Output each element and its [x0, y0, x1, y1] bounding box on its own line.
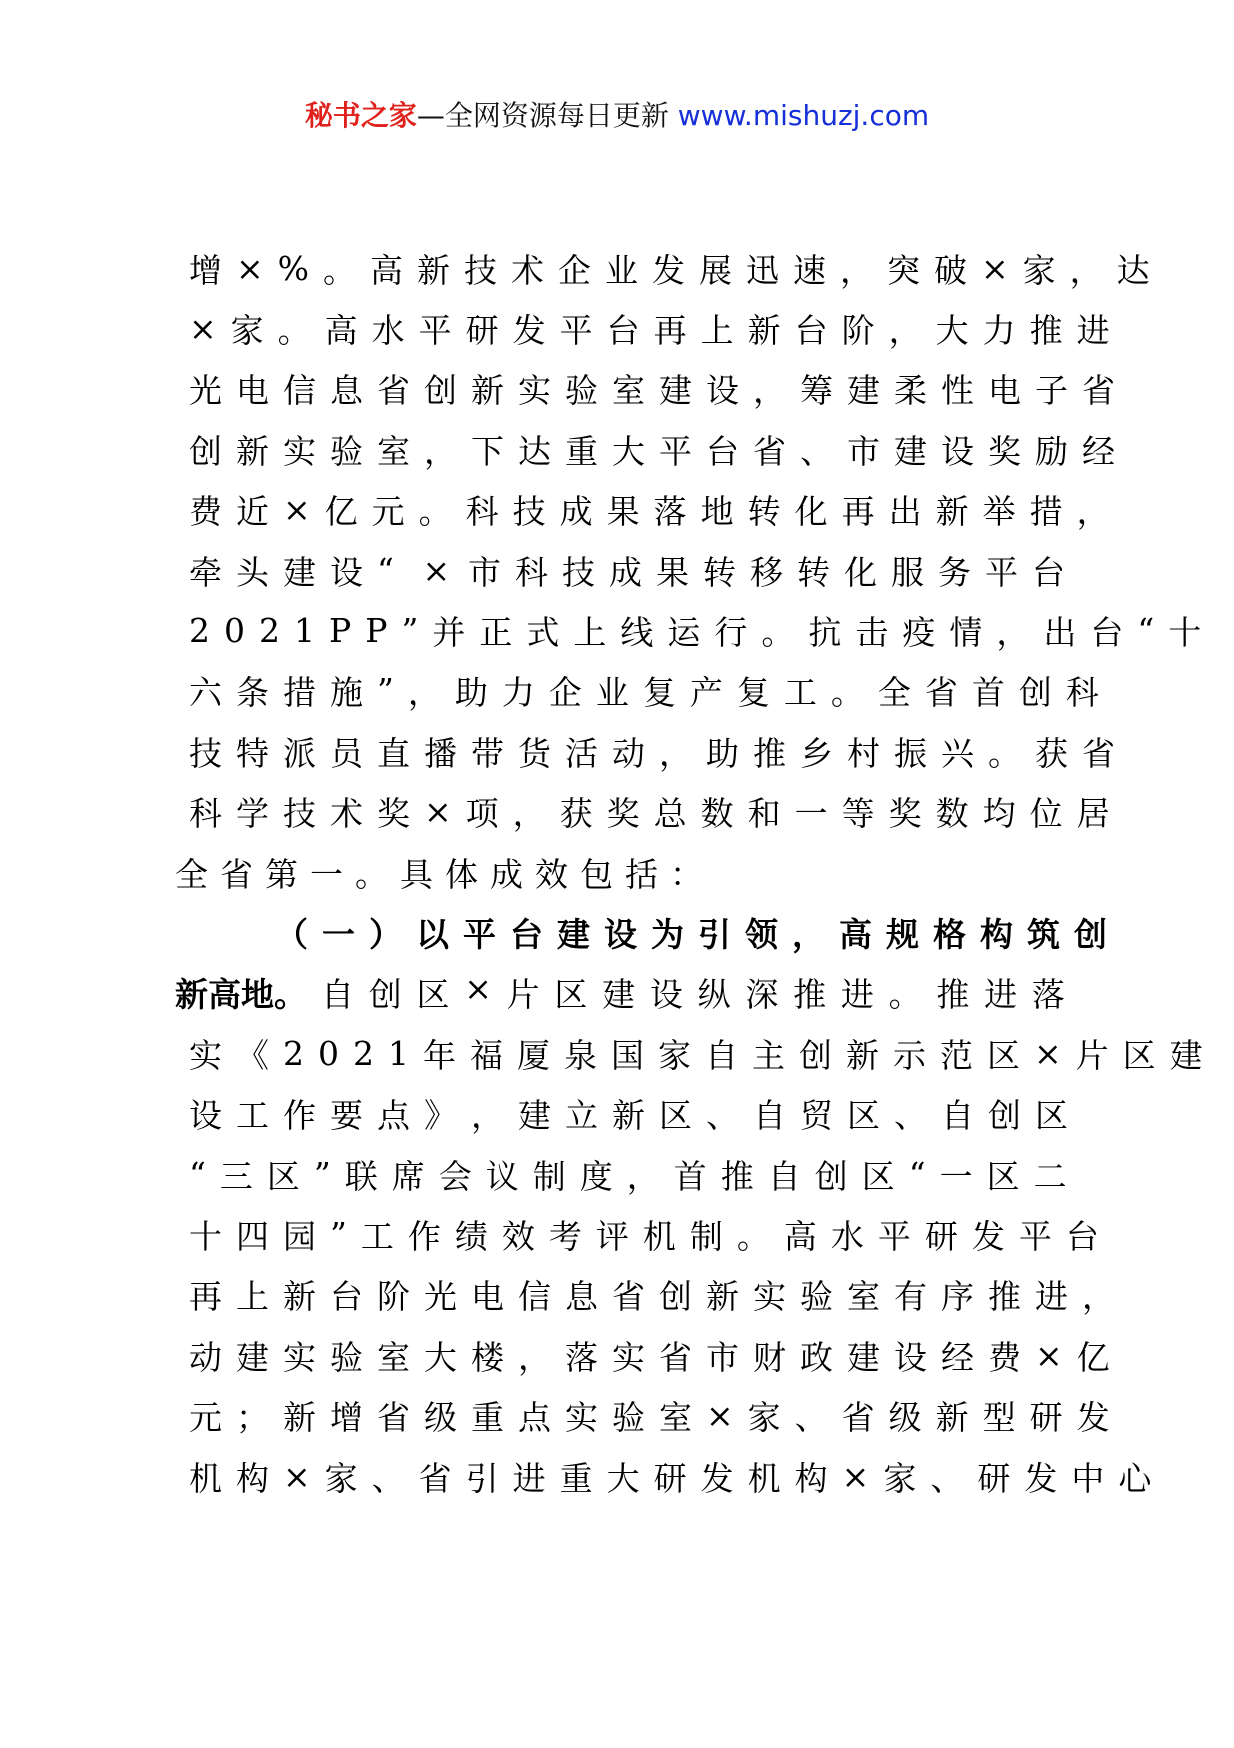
text-line: 牵 头 建 设 “ × 市 科 技 成 果 转 移 转 化 服 务 平 台: [189, 550, 1065, 592]
text-line: 技 特 派 员 直 播 带 货 活 动 ， 助 推 乡 村 振 兴 。 获 省: [189, 733, 1115, 773]
text-line: 六 条 措 施 ” ， 助 力 企 业 复 产 复 工 。 全 省 首 创 科: [189, 671, 1099, 713]
document-body: [175, 238, 1203, 1506]
text-line: 再 上 新 台 阶 光 电 信 息 省 创 新 实 验 室 有 序 推 进 ，: [189, 1277, 1115, 1317]
section-heading-end: 新高地。: [175, 975, 307, 1015]
text-line-content: 全省第一。具体成效包括：: [175, 854, 715, 894]
text-line: 光 电 信 息 省 创 新 实 验 室 建 设 ， 筹 建 柔 性 电 子 省: [189, 371, 1115, 411]
text-line: “ 三 区 ” 联 席 会 议 制 度 ， 首 推 自 创 区 “ 一 区 二: [189, 1154, 1067, 1196]
text-line: 元 ； 新 增 省 级 重 点 实 验 室 × 家 、 省 级 新 型 研 发: [189, 1396, 1110, 1438]
page-header: [0, 96, 1234, 136]
text-line: 科 学 技 术 奖 × 项 ， 获 奖 总 数 和 一 等 奖 数 均 位 居: [189, 792, 1110, 834]
text-line: 实 《 2 0 2 1 年 福 厦 泉 国 家 自 主 创 新 示 范 区 × 片 区 建: [189, 1033, 1203, 1075]
text-line: 增 × % 。 高 新 技 术 企 业 发 展 迅 速 ， 突 破 × 家 ， 达: [189, 248, 1150, 290]
text-line: 费 近 × 亿 元 。 科 技 成 果 落 地 转 化 再 出 新 举 措 ，: [189, 490, 1110, 532]
text-line: 十 四 园 ” 工 作 绩 效 考 评 机 制 。 高 水 平 研 发 平 台: [189, 1214, 1099, 1256]
text-line: 2 0 2 1 P P ” 并 正 式 上 线 运 行 。 抗 击 疫 情 ， 出 台 “ 十: [189, 611, 1202, 653]
section-heading: （ 一 ） 以 平 台 建 设 为 引 领 ， 高 规 格 构 筑 创: [275, 914, 1107, 954]
text-line: 设 工 作 要 点 》 ， 建 立 新 区 、 自 贸 区 、 自 创 区: [189, 1096, 1068, 1136]
section-heading-continuation: [175, 963, 1065, 1023]
header-brand: 秘书之家: [304, 99, 417, 132]
text-line: × 家 。 高 水 平 研 发 平 台 再 上 新 台 阶 ， 大 力 推 进: [189, 309, 1110, 351]
text-line: 机 构 × 家 、 省 引 进 重 大 研 发 机 构 × 家 、 研 发 中 心: [189, 1456, 1152, 1498]
text-line-last: [175, 842, 1065, 902]
text-line: 创 新 实 验 室 ， 下 达 重 大 平 台 省 、 市 建 设 奖 励 经: [189, 431, 1115, 471]
header-url-link[interactable]: www.mishuzj.com: [677, 99, 930, 132]
text-line: 动 建 实 验 室 大 楼 ， 落 实 省 市 财 政 建 设 经 费 × 亿: [189, 1335, 1110, 1377]
header-tagline: —全网资源每日更新: [416, 99, 678, 132]
text-line-content: 自 创 区 × 片 区 建 设 纵 深 推 进 。 推 进 落: [321, 969, 1065, 1015]
